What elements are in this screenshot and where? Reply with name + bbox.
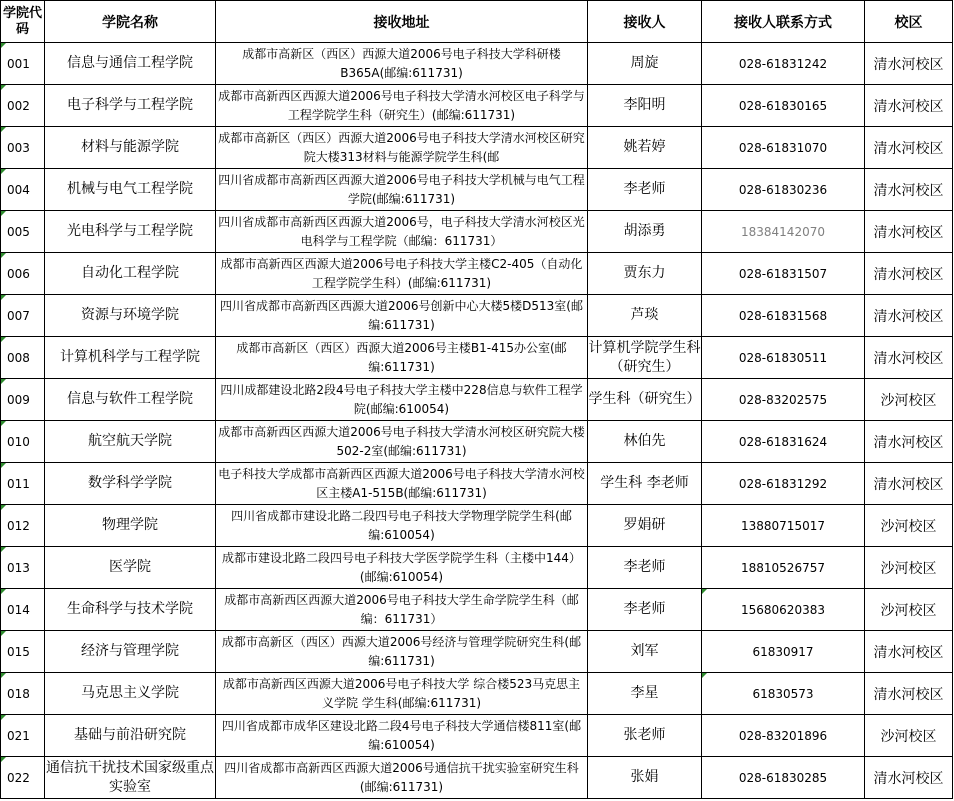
row-recipient: 张娟 bbox=[588, 757, 702, 799]
row-college-name: 电子科学与工程学院 bbox=[45, 85, 216, 127]
row-recipient: 芦琰 bbox=[588, 295, 702, 337]
row-phone: 028-61831070 bbox=[702, 127, 865, 169]
row-campus: 清水河校区 bbox=[865, 757, 953, 799]
row-recipient: 林伯先 bbox=[588, 421, 702, 463]
row-campus: 清水河校区 bbox=[865, 127, 953, 169]
row-address: 成都市高新西区西源大道2006号电子科技大学主楼C2-405（自动化工程学院学生科）(邮编:611731) bbox=[216, 253, 588, 295]
row-recipient: 李老师 bbox=[588, 589, 702, 631]
row-college-name: 信息与软件工程学院 bbox=[45, 379, 216, 421]
row-recipient: 李阳明 bbox=[588, 85, 702, 127]
row-college-name: 计算机科学与工程学院 bbox=[45, 337, 216, 379]
row-code: 002 bbox=[1, 85, 45, 127]
row-recipient: 贾东力 bbox=[588, 253, 702, 295]
row-code: 013 bbox=[1, 547, 45, 589]
row-address: 成都市高新西区西源大道2006号电子科技大学清水河校区研究院大楼502-2室(邮编:611731) bbox=[216, 421, 588, 463]
row-campus: 清水河校区 bbox=[865, 337, 953, 379]
row-campus: 沙河校区 bbox=[865, 505, 953, 547]
row-phone: 028-61831568 bbox=[702, 295, 865, 337]
row-recipient: 姚若婷 bbox=[588, 127, 702, 169]
table-row bbox=[1, 589, 953, 631]
row-recipient: 学生科 李老师 bbox=[588, 463, 702, 505]
row-recipient: 计算机学院学生科（研究生） bbox=[588, 337, 702, 379]
row-campus: 沙河校区 bbox=[865, 547, 953, 589]
row-college-name: 机械与电气工程学院 bbox=[45, 169, 216, 211]
row-phone: 028-61831292 bbox=[702, 463, 865, 505]
row-recipient: 刘军 bbox=[588, 631, 702, 673]
row-address: 四川省成都市高新西区西源大道2006号创新中心大楼5楼D513室(邮编:611731) bbox=[216, 295, 588, 337]
row-address: 四川省成都市高新西区西源大道2006号电子科技大学机械与电气工程学院(邮编:611731) bbox=[216, 169, 588, 211]
row-campus: 沙河校区 bbox=[865, 589, 953, 631]
table-row bbox=[1, 253, 953, 295]
table-row bbox=[1, 379, 953, 421]
table-row bbox=[1, 85, 953, 127]
row-address: 成都市高新区（西区）西源大道2006号电子科技大学科研楼B365A(邮编:611731) bbox=[216, 43, 588, 85]
row-phone: 18384142070 bbox=[702, 211, 865, 253]
row-college-name: 基础与前沿研究院 bbox=[45, 715, 216, 757]
header-campus: 校区 bbox=[865, 1, 953, 43]
table-row bbox=[1, 43, 953, 85]
row-address: 成都市高新西区西源大道2006号电子科技大学 综合楼523马克思主义学院 学生科(邮编:611731) bbox=[216, 673, 588, 715]
row-phone: 028-61831242 bbox=[702, 43, 865, 85]
row-phone: 028-61830236 bbox=[702, 169, 865, 211]
row-phone: 028-61830165 bbox=[702, 85, 865, 127]
row-recipient: 李星 bbox=[588, 673, 702, 715]
row-phone: 028-61830285 bbox=[702, 757, 865, 799]
row-address: 成都市高新区（西区）西源大道2006号电子科技大学清水河校区研究院大楼313材料与能源学院学生科(邮 bbox=[216, 127, 588, 169]
row-phone: 61830917 bbox=[702, 631, 865, 673]
header-name: 学院名称 bbox=[45, 1, 216, 43]
row-campus: 沙河校区 bbox=[865, 715, 953, 757]
row-campus: 清水河校区 bbox=[865, 421, 953, 463]
row-campus: 沙河校区 bbox=[865, 379, 953, 421]
header-code: 学院代码 bbox=[1, 1, 45, 43]
row-college-name: 马克思主义学院 bbox=[45, 673, 216, 715]
row-college-name: 数学科学学院 bbox=[45, 463, 216, 505]
row-code: 011 bbox=[1, 463, 45, 505]
row-campus: 清水河校区 bbox=[865, 169, 953, 211]
header-person: 接收人 bbox=[588, 1, 702, 43]
row-code: 005 bbox=[1, 211, 45, 253]
row-college-name: 光电科学与工程学院 bbox=[45, 211, 216, 253]
row-address: 成都市高新西区西源大道2006号电子科技大学清水河校区电子科学与工程学院学生科（研究生）(邮编:611731) bbox=[216, 85, 588, 127]
row-address: 电子科技大学成都市高新西区西源大道2006号电子科技大学清水河校区主楼A1-515B(邮编:611731) bbox=[216, 463, 588, 505]
row-phone: 61830573 bbox=[702, 673, 865, 715]
row-college-name: 经济与管理学院 bbox=[45, 631, 216, 673]
row-address: 四川省成都市高新西区西源大道2006号，电子科技大学清水河校区光电科学与工程学院（邮编：611731） bbox=[216, 211, 588, 253]
row-code: 021 bbox=[1, 715, 45, 757]
row-phone: 13880715017 bbox=[702, 505, 865, 547]
table-row bbox=[1, 127, 953, 169]
header-row bbox=[1, 1, 953, 43]
header-contact: 接收人联系方式 bbox=[702, 1, 865, 43]
row-address: 成都市高新区（西区）西源大道2006号主楼B1-415办公室(邮编:611731) bbox=[216, 337, 588, 379]
row-code: 001 bbox=[1, 43, 45, 85]
row-college-name: 材料与能源学院 bbox=[45, 127, 216, 169]
row-recipient: 罗娟研 bbox=[588, 505, 702, 547]
row-code: 022 bbox=[1, 757, 45, 799]
row-campus: 清水河校区 bbox=[865, 43, 953, 85]
table-row bbox=[1, 169, 953, 211]
row-address: 成都市建设北路二段四号电子科技大学医学院学生科（主楼中144）(邮编:610054) bbox=[216, 547, 588, 589]
row-address: 成都市高新区（西区）西源大道2006号经济与管理学院研究生科(邮编:611731) bbox=[216, 631, 588, 673]
row-address: 四川省成都市建设北路二段四号电子科技大学物理学院学生科(邮编:610054) bbox=[216, 505, 588, 547]
row-recipient: 学生科（研究生） bbox=[588, 379, 702, 421]
row-code: 006 bbox=[1, 253, 45, 295]
row-campus: 清水河校区 bbox=[865, 295, 953, 337]
row-campus: 清水河校区 bbox=[865, 85, 953, 127]
row-college-name: 航空航天学院 bbox=[45, 421, 216, 463]
row-college-name: 信息与通信工程学院 bbox=[45, 43, 216, 85]
table-row bbox=[1, 631, 953, 673]
row-college-name: 通信抗干扰技术国家级重点实验室 bbox=[45, 757, 216, 799]
row-code: 004 bbox=[1, 169, 45, 211]
table-row bbox=[1, 715, 953, 757]
row-phone: 028-61831624 bbox=[702, 421, 865, 463]
row-college-name: 物理学院 bbox=[45, 505, 216, 547]
table-row bbox=[1, 757, 953, 799]
row-phone: 028-61831507 bbox=[702, 253, 865, 295]
row-recipient: 李老师 bbox=[588, 169, 702, 211]
row-code: 014 bbox=[1, 589, 45, 631]
table-row bbox=[1, 295, 953, 337]
row-phone: 15680620383 bbox=[702, 589, 865, 631]
row-phone: 028-61830511 bbox=[702, 337, 865, 379]
table-row bbox=[1, 421, 953, 463]
row-code: 010 bbox=[1, 421, 45, 463]
row-address: 四川省成都市成华区建设北路二段4号电子科技大学通信楼811室(邮编:610054) bbox=[216, 715, 588, 757]
row-code: 009 bbox=[1, 379, 45, 421]
row-phone: 028-83201896 bbox=[702, 715, 865, 757]
row-address: 四川省成都市高新西区西源大道2006号通信抗干扰实验室研究生科(邮编:611731) bbox=[216, 757, 588, 799]
row-code: 015 bbox=[1, 631, 45, 673]
row-phone: 028-83202575 bbox=[702, 379, 865, 421]
row-code: 003 bbox=[1, 127, 45, 169]
header-address: 接收地址 bbox=[216, 1, 588, 43]
row-code: 012 bbox=[1, 505, 45, 547]
row-address: 四川成都建设北路2段4号电子科技大学主楼中228信息与软件工程学院(邮编:610054) bbox=[216, 379, 588, 421]
row-college-name: 生命科学与技术学院 bbox=[45, 589, 216, 631]
row-recipient: 胡添勇 bbox=[588, 211, 702, 253]
row-code: 008 bbox=[1, 337, 45, 379]
row-code: 007 bbox=[1, 295, 45, 337]
table-row bbox=[1, 337, 953, 379]
row-phone: 18810526757 bbox=[702, 547, 865, 589]
table-row bbox=[1, 463, 953, 505]
row-college-name: 资源与环境学院 bbox=[45, 295, 216, 337]
row-college-name: 自动化工程学院 bbox=[45, 253, 216, 295]
row-recipient: 李老师 bbox=[588, 547, 702, 589]
row-campus: 清水河校区 bbox=[865, 211, 953, 253]
row-address: 成都市高新西区西源大道2006号电子科技大学生命学院学生科（邮编：611731） bbox=[216, 589, 588, 631]
row-campus: 清水河校区 bbox=[865, 253, 953, 295]
row-recipient: 张老师 bbox=[588, 715, 702, 757]
row-campus: 清水河校区 bbox=[865, 463, 953, 505]
row-college-name: 医学院 bbox=[45, 547, 216, 589]
row-code: 018 bbox=[1, 673, 45, 715]
table-row bbox=[1, 211, 953, 253]
row-campus: 清水河校区 bbox=[865, 631, 953, 673]
table-row bbox=[1, 505, 953, 547]
table-row bbox=[1, 673, 953, 715]
row-recipient: 周旋 bbox=[588, 43, 702, 85]
table-row bbox=[1, 547, 953, 589]
row-campus: 清水河校区 bbox=[865, 673, 953, 715]
